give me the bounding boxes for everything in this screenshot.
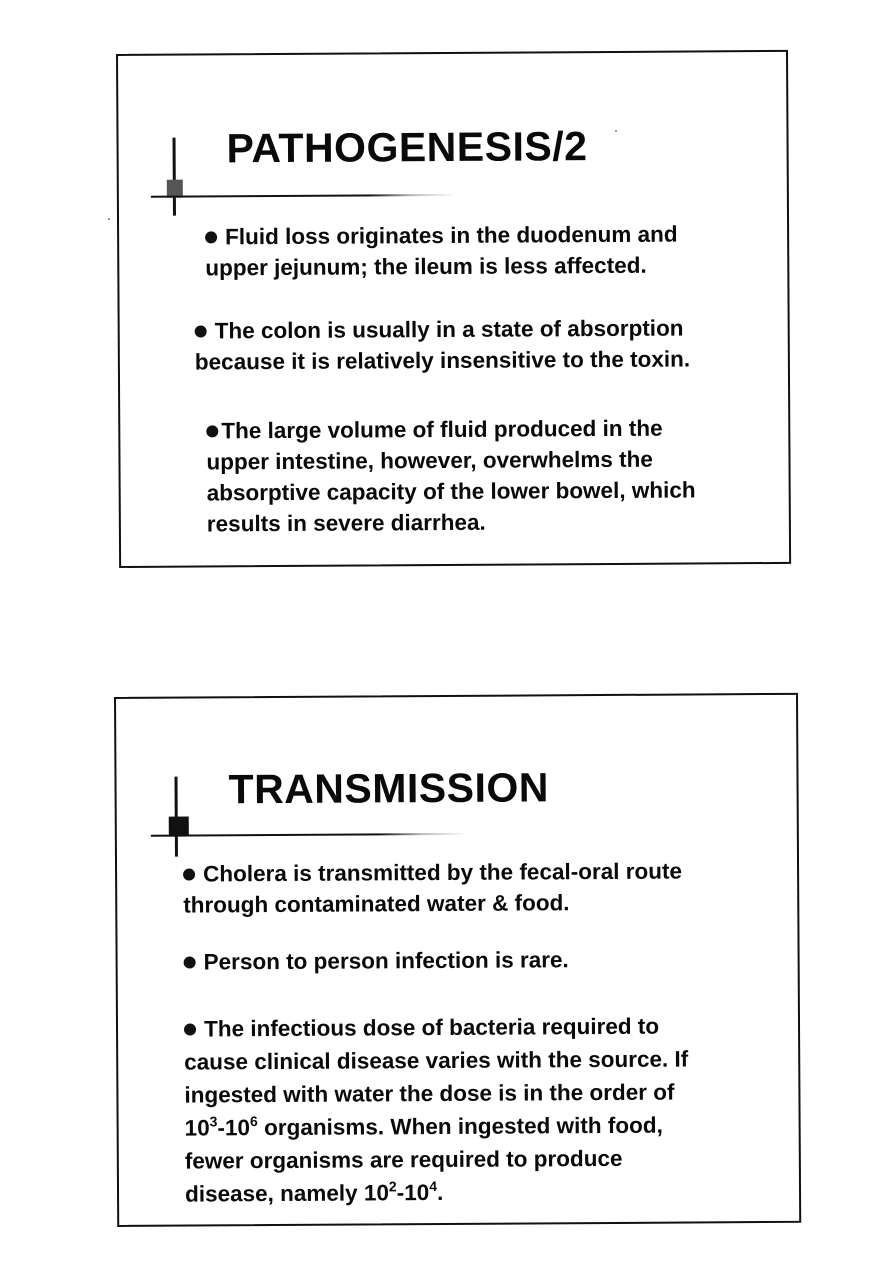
title-underline: [151, 833, 467, 837]
bullet-item: Person to person infection is rare.: [184, 944, 569, 977]
slide-transmission: [114, 693, 801, 1227]
bullet-item: Fluid loss originates in the duodenum and upper jejunum; the ileum is less affected.: [205, 221, 678, 281]
title-accent-bar: [173, 138, 176, 216]
title-underline: [151, 194, 455, 198]
bullet-item: The large volume of fluid produced in the upper intestine, however, overwhelms the absorptive capacity of the lower bowel, which results in severe diarrhea.: [206, 415, 696, 537]
bullet-icon: [184, 957, 196, 969]
bullet-item: Cholera is transmitted by the fecal-oral route through contaminated water & food.: [183, 858, 683, 918]
bullet-icon: [184, 1024, 196, 1036]
bullet-icon: [205, 231, 217, 243]
bullet-item: The colon is usually in a state of absorption because it is relatively insensitive to the toxin.: [194, 315, 691, 375]
slide-pathogenesis: [116, 50, 791, 568]
slide-title: TRANSMISSION: [228, 764, 550, 813]
bullet-icon: [195, 325, 207, 337]
bullet-icon: [183, 869, 195, 881]
bullet-icon: [206, 425, 218, 437]
bullet-item: The infectious dose of bacteria required to cause clinical disease varies with the source. If ingested with water the dose is in the order of $10^3-10^6$ organisms. When ingested with food, fewer organisms are required to produce disease, namely $10^2-10^4$.: [184, 1013, 689, 1207]
scan-speck: [108, 218, 110, 220]
scan-speck: [615, 130, 617, 132]
slide-title: PATHOGENESIS/2: [226, 123, 588, 172]
